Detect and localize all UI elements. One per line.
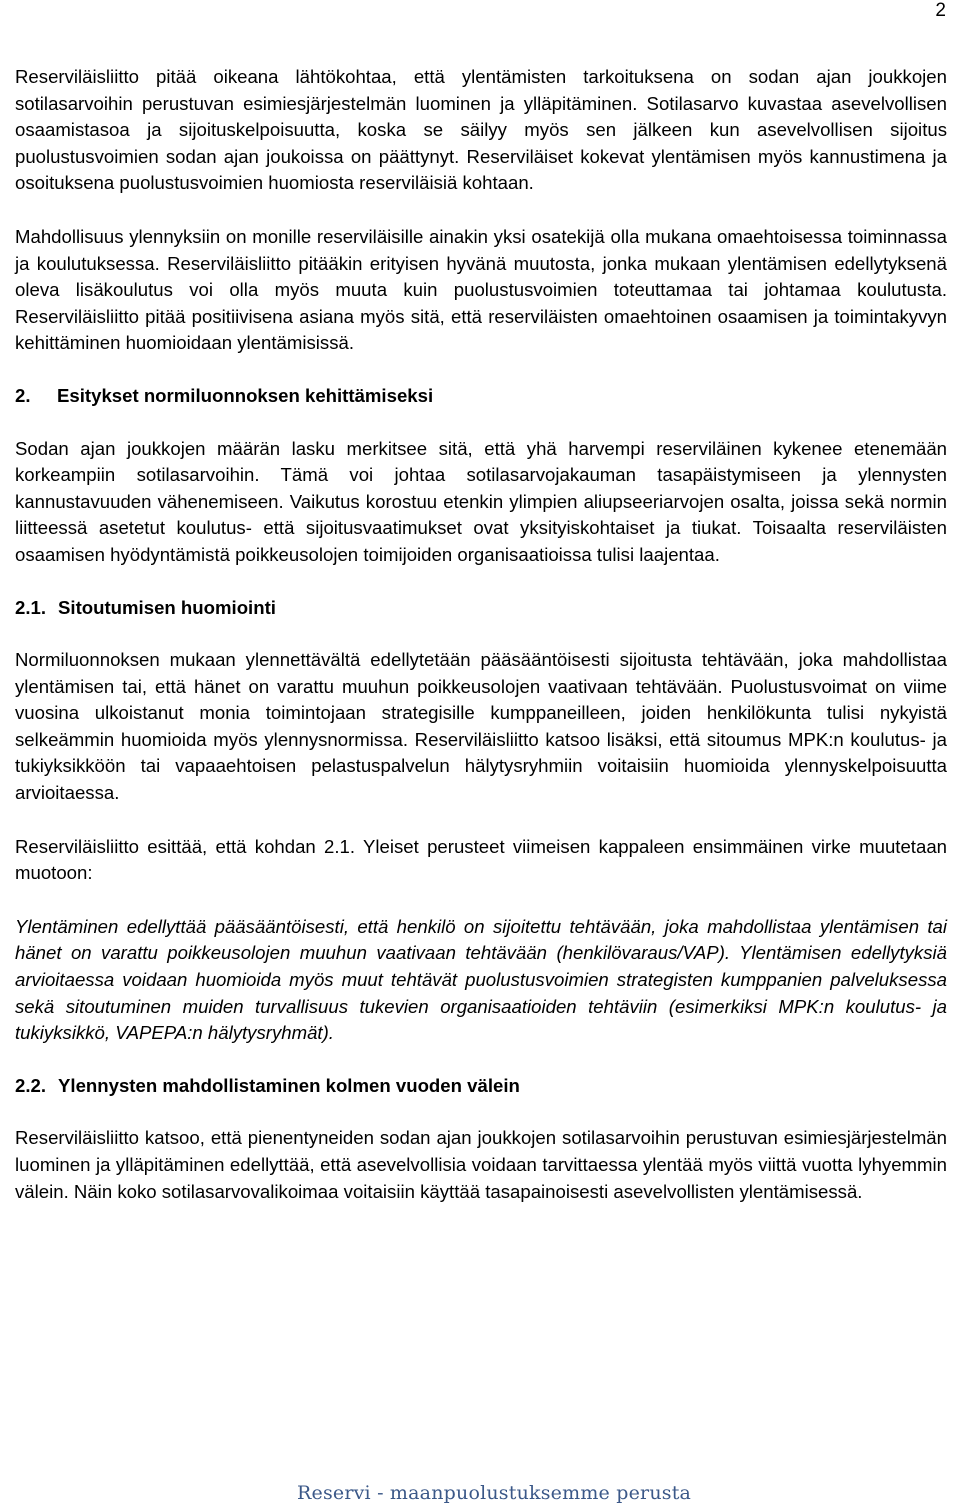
paragraph-three-year-interval: Reserviläisliitto katsoo, että pienentyneiden sodan ajan joukkojen sotilasarvoihin perustuvan esimiesjärjestelmän luominen ja ylläpitäminen edellyttää, että asevelvollisia voidaan tarvittaessa ylentää myös viittä vuotta lyhyemmin välein. Näin koko sotilasarvovalikoimaa voitaisiin käyttää tasapainoisesti asevelvollisten ylentämisessä. xyxy=(15,1127,947,1202)
page-number: 2 xyxy=(935,0,946,21)
section-number: 2.1. xyxy=(15,596,47,618)
section-title: Sitoutumisen huomiointi xyxy=(58,596,276,618)
paragraph-promotion-opportunities: Mahdollisuus ylennyksiin on monille reserviläisille ainakin yksi osatekijä olla mukana omaehtoisessa toiminnassa ja koulutuksessa. Reserviläisliitto pitääkin erityisen hyvänä muutosta, jonka mukaan ylentämisen edellytyksenä oleva lisäkoulutus voi olla myös muuta kuin puolustusvoimien toteuttamaa tai johtamaa koulutusta. Reserviläisliitto pitää positiivisena asiana myös sitä, että reserviläisten omaehtoinen osaamisen ja toimintakyvyn kehittäminen huomioidaan ylentämisissä. xyxy=(15,225,947,354)
section-title: Esitykset normiluonnoksen kehittämiseksi xyxy=(57,384,434,406)
paragraph-proposal-intro: Reserviläisliitto esittää, että kohdan 2.1. Yleiset perusteet viimeisen kappaleen ensimmäinen virke muutetaan muotoon: xyxy=(15,835,947,884)
section-heading-2-2 xyxy=(15,1073,947,1100)
section-number: 2. xyxy=(15,384,31,406)
paragraph-norm-draft: Normiluonnoksen mukaan ylennettävältä edellytetään pääsääntöisesti sijoitusta tehtävään, joka mahdollistaa ylentämisen tai, että hänet on varattu muuhun poikkeusolojen vaativaan tehtävään. Puolustusvoimat on viime vuosina ulkoistanut monia toimintojaan strategisille kumppaneilleen, joiden henkilökunta tulisi nykyistä selkeämmin huomioida myös ylennysnormissa. Reserviläisliitto katsoo lisäksi, että sitoumus MPK:n koulutus- ja tukiyksikköön tai vapaaehtoisen pelastuspalvelun hälytysryhmiin voitaisiin huomioida ylennyskelpoisuutta arvioitaessa. xyxy=(15,649,947,804)
document-body xyxy=(15,64,947,1205)
footer-slogan: Reservi - maanpuolustuksemme perusta xyxy=(297,1482,692,1504)
section-heading-2 xyxy=(15,383,947,410)
paragraph-proposed-wording: Ylentäminen edellyttää pääsääntöisesti, että henkilö on sijoitettu tehtävään, joka mahdollistaa ylentämisen tai hänet on varattu poikkeusolojen muuhun vaativaan tehtävään (henkilövaraus/VAP). Ylentämisen edellytyksiä arvioitaessa voidaan huomioida myös muut tehtävät puolustusvoimien strategisten kumppanien palveluksessa sekä sitoutuminen muiden turvallisuus tukevien organisaatioiden tehtäviin (esimerkiksi MPK:n koulutus- ja tukiyksikkö, VAPEPA:n hälytysryhmät). xyxy=(15,915,947,1044)
section-title: Ylennysten mahdollistaminen kolmen vuoden välein xyxy=(58,1074,520,1096)
paragraph-intro: Reserviläisliitto pitää oikeana lähtökohtaa, että ylentämisten tarkoituksena on sodan ajan joukkojen sotilasarvoihin perustuvan esimiesjärjestelmän luominen ja ylläpitäminen. Sotilasarvo kuvastaa asevelvollisen osaamistasoa ja sijoituskelpoisuutta, koska se säilyy myös sen jälkeen kun asevelvollisen sijoitus puolustusvoimien sodan ajan joukoissa on päättynyt. Reserviläiset kokevat ylentämisen myös kannustimena ja osoituksena puolustusvoimien huomiosta reserviläisiä kohtaan. xyxy=(15,66,947,194)
section-heading-2-1 xyxy=(15,595,947,622)
section-number: 2.2. xyxy=(15,1074,47,1096)
paragraph-wartime-units: Sodan ajan joukkojen määrän lasku merkitsee sitä, että yhä harvempi reserviläinen kykenee etenemään korkeampiin sotilasarvoihin. Tämä voi johtaa sotilasarvojakauman tasapäistymiseen ja ylennysten kannustavuuden vähenemiseen. Vaikutus korostuu etenkin ylimpien aliupseeriarvojen osalta, joissa sekä normin liitteessä asetetut koulutus- että sijoitusvaatimukset ovat yksityiskohtaiset ja tiukat. Toisaalta reserviläisten osaamisen hyödyntämistä poikkeusolojen toimijoiden organisaatioissa tulisi laajentaa. xyxy=(15,437,947,565)
